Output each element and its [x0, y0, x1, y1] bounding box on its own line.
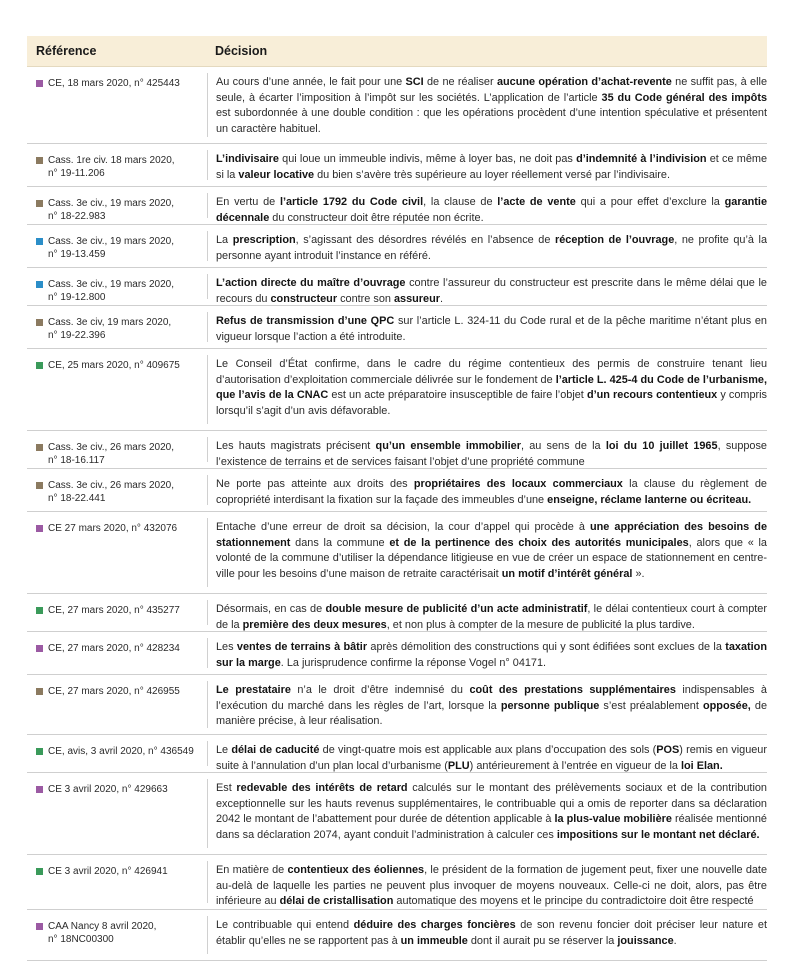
- decision-cell: La prescription, s’agissant des désordres révélés en l’absence de réception de l’ouvrage, ne profite qu’à la personne ayant introduit l’instance en référé.: [216, 234, 767, 262]
- decision-cell: Refus de transmission d’une QPC sur l’article L. 324-11 du Code rural et de la pêche maritime n’étant plus en vigueur lorsque l’action a été introduite.: [216, 315, 767, 343]
- table-row: [27, 268, 767, 306]
- reference-line: Cass. 3e civ., 26 mars 2020,: [48, 480, 174, 491]
- reference-cell: [27, 675, 207, 734]
- reference-line: n° 19-13.459: [48, 249, 106, 260]
- reference-text: [48, 154, 175, 180]
- reference-cell: [27, 735, 207, 772]
- decision-keyword: d’indemnité à l’indivision: [576, 153, 707, 165]
- reference-line: Cass. 3e civ., 19 mars 2020,: [48, 198, 174, 209]
- table-row: [27, 855, 767, 910]
- decision-cell: Le contribuable qui entend déduire des charges foncières de son revenu foncier doit préciser leur nature et établir qu’elles ne se rapportent pas à un immeuble dont il aurait pu se réserver la jouissance.: [216, 919, 767, 947]
- reference-line: CE, 27 mars 2020, n° 428234: [48, 643, 180, 654]
- decision-keyword: jouissance: [617, 934, 674, 947]
- reference-line: CAA Nancy 8 avril 2020,: [48, 921, 157, 932]
- reference-line: n° 19-11.206: [48, 168, 105, 179]
- reference-line: CE 3 avril 2020, n° 429663: [48, 784, 168, 795]
- decision-keyword: constructeur: [270, 292, 338, 305]
- decision-keyword: taxation sur la marge: [216, 641, 767, 669]
- decision-keyword: délai de caducité: [231, 744, 320, 756]
- reference-cell: [27, 187, 207, 224]
- category-square-icon: [36, 238, 43, 245]
- reference-cell: [27, 910, 207, 960]
- reference-cell: [27, 306, 207, 348]
- table-row: [27, 512, 767, 594]
- category-square-icon: [36, 444, 43, 451]
- reference-text: [48, 604, 180, 617]
- reference-cell: [27, 855, 207, 909]
- reference-text: [48, 642, 180, 655]
- reference-text: [48, 197, 174, 223]
- reference-line: n° 18-22.983: [48, 211, 106, 222]
- decision-cell: L’indivisaire qui loue un immeuble indivis, même à loyer bas, ne doit pas d’indemnité à l’indivision et ce même si la valeur locative du bien s’avère très supérieure au loyer réellement versé par l’indivisaire.: [216, 153, 767, 181]
- decision-keyword: redevable des intérêts de retard: [236, 782, 408, 794]
- reference-line: n° 18-22.441: [48, 493, 106, 504]
- reference-line: CE, avis, 3 avril 2020, n° 436549: [48, 746, 194, 757]
- category-square-icon: [36, 786, 43, 793]
- reference-line: CE, 25 mars 2020, n° 409675: [48, 360, 180, 371]
- reference-line: n° 19-12.800: [48, 292, 106, 303]
- reference-text: [48, 522, 177, 535]
- table-row: [27, 632, 767, 675]
- decision-keyword: l’acte de vente: [497, 196, 576, 208]
- decision-cell: Désormais, en cas de double mesure de publicité d’un acte administratif, le délai contentieux court à compter de la première des deux mesures, et non plus à compter de la mesure de publicité la plus tardive.: [216, 603, 767, 631]
- decision-cell: Ne porte pas atteinte aux droits des propriétaires des locaux commerciaux la clause du règlement de copropriété interdisant la fixation sur la façade des immeubles d’une enseigne, réclame lanterne ou écriteau.: [216, 478, 767, 506]
- table-row: [27, 306, 767, 349]
- category-square-icon: [36, 80, 43, 87]
- table-body: [27, 67, 767, 961]
- table-row: [27, 431, 767, 469]
- category-square-icon: [36, 200, 43, 207]
- category-square-icon: [36, 281, 43, 288]
- decision-keyword: un motif d’intérêt général: [501, 567, 633, 580]
- reference-text: [48, 235, 174, 261]
- reference-line: n° 18-16.117: [48, 455, 105, 466]
- reference-line: CE, 18 mars 2020, n° 425443: [48, 78, 180, 89]
- decision-keyword: première des deux mesures: [242, 618, 387, 631]
- reference-line: n° 19-22.396: [48, 330, 106, 341]
- decision-cell: Entache d’une erreur de droit sa décision, la cour d’appel qui procède à une appréciation des besoins de stationnement dans la commune et de la pertinence des choix des autorités municipales, alors que « la volonté de la commune d’utiliser la dépendance litigieuse en vue de créer un espace de stationnement en centre-ville pour les besoins d’une maison de retraite caractérisait un motif d’intérêt général ».: [216, 521, 767, 580]
- reference-line: CE 27 mars 2020, n° 432076: [48, 523, 178, 534]
- reference-text: [48, 745, 194, 758]
- decision-cell: L’action directe du maître d’ouvrage contre l’assureur du constructeur est prescrite dans le même délai que le recours du constructeur contre son assureur.: [216, 277, 767, 305]
- table-row: [27, 735, 767, 773]
- reference-line: CE 3 avril 2020, n° 426941: [48, 866, 168, 877]
- decision-keyword: PLU: [447, 759, 470, 772]
- decision-keyword: valeur locative: [238, 168, 315, 181]
- decision-keyword: réception de l’ouvrage: [554, 234, 675, 246]
- decision-keyword: L’indivisaire: [216, 153, 279, 165]
- reference-cell: [27, 268, 207, 305]
- decision-keyword: opposée,: [702, 699, 751, 712]
- decision-keyword: propriétaires des locaux commerciaux: [413, 478, 623, 490]
- reference-cell: [27, 144, 207, 186]
- category-square-icon: [36, 688, 43, 695]
- decision-keyword: L’action directe du maître d’ouvrage: [216, 277, 406, 289]
- reference-text: [48, 278, 174, 304]
- header-decision: Décision: [215, 44, 268, 58]
- decision-cell: Au cours d’une année, le fait pour une SCI de ne réaliser aucune opération d’achat-revente ne suffit pas, à elle seule, à écarter l’imposition à l’impôt sur les sociétés. L’application de l’article 35 du Code général des impôts est subordonnée à une double condition : que les opérations procèdent d’une intention spéculative et présentent un caractère habituel.: [216, 76, 767, 135]
- decision-keyword: loi du 10 juillet 1965: [605, 440, 718, 452]
- category-square-icon: [36, 482, 43, 489]
- decision-keyword: ventes de terrains à bâtir: [236, 641, 368, 653]
- category-square-icon: [36, 607, 43, 614]
- decision-keyword: prescription: [232, 234, 296, 246]
- decision-keyword: l’article 1792 du Code civil: [279, 196, 424, 208]
- reference-line: Cass. 3e civ., 26 mars 2020,: [48, 442, 174, 453]
- reference-cell: [27, 67, 207, 143]
- reference-text: [48, 920, 156, 946]
- decision-keyword: aucune opération d’achat-revente: [496, 76, 672, 88]
- reference-text: [48, 865, 168, 878]
- reference-line: CE, 27 mars 2020, n° 435277: [48, 605, 180, 616]
- reference-line: Cass. 1re civ. 18 mars 2020,: [48, 155, 175, 166]
- decision-cell: En matière de contentieux des éoliennes, le président de la formation de jugement peut, fixer une nouvelle date au-delà de laquelle les parties ne peuvent plus invoquer de moyens nouveaux. Celle-ci ne doit, alors, pas être inférieure au délai de cristallisation automatique des moyens et le principe du contradictoire doit être respecté: [216, 864, 767, 907]
- decision-keyword: une appréciation des besoins de stationnement: [216, 521, 767, 549]
- reference-cell: [27, 469, 207, 511]
- reference-cell: [27, 632, 207, 674]
- table-row: [27, 773, 767, 855]
- reference-line: Cass. 3e civ, 19 mars 2020,: [48, 317, 172, 328]
- category-square-icon: [36, 362, 43, 369]
- category-square-icon: [36, 748, 43, 755]
- decision-keyword: déduire des charges foncières: [353, 919, 516, 931]
- jurisprudence-table: [27, 36, 767, 961]
- table-row: [27, 675, 767, 735]
- decision-cell: Le Conseil d’État confirme, dans le cadre du régime contentieux des permis de construire tenant lieu d’autorisation d’exploitation commerciale délivrée sur le fondement de l’article L. 425-4 du Code de l’urbanisme, que l’avis de la CNAC est un acte préparatoire insusceptible de faire l’objet d’un recours contentieux y compris lorsqu’il s’agit d’un avis défavorable.: [216, 358, 767, 417]
- category-square-icon: [36, 525, 43, 532]
- decision-keyword: Le prestataire: [216, 684, 291, 696]
- decision-keyword: double mesure de publicité d’un acte administratif: [325, 603, 588, 615]
- reference-text: [48, 316, 171, 342]
- decision-keyword: loi Elan.: [680, 759, 723, 772]
- decision-cell: Les hauts magistrats précisent qu’un ensemble immobilier, au sens de la loi du 10 juillet 1965, suppose l’existence de terrains et de services faisant l’objet d’une propriété commune: [216, 440, 767, 468]
- decision-keyword: contentieux des éoliennes: [287, 864, 425, 876]
- header-reference: Référence: [36, 44, 97, 58]
- decision-keyword: POS: [656, 744, 680, 756]
- reference-line: CE, 27 mars 2020, n° 426955: [48, 686, 180, 697]
- reference-cell: [27, 431, 207, 468]
- decision-cell: Les ventes de terrains à bâtir après démolition des constructions qui y sont édifiées sont exclues de la taxation sur la marge. La jurisprudence confirme la réponse Vogel n° 04171.: [216, 641, 767, 669]
- decision-cell: En vertu de l’article 1792 du Code civil, la clause de l’acte de vente qui a pour effet d’exclure la garantie décennale du constructeur doit être réputée non écrite.: [216, 196, 767, 224]
- decision-keyword: d’un recours contentieux: [586, 389, 718, 401]
- category-square-icon: [36, 645, 43, 652]
- reference-text: [48, 77, 180, 90]
- category-square-icon: [36, 157, 43, 164]
- category-square-icon: [36, 923, 43, 930]
- table-row: [27, 349, 767, 431]
- reference-line: Cass. 3e civ., 19 mars 2020,: [48, 236, 174, 247]
- decision-keyword: 35 du Code général des impôts: [601, 91, 767, 104]
- table-row: [27, 469, 767, 512]
- table-row: [27, 187, 767, 225]
- decision-cell: Est redevable des intérêts de retard calculés sur le montant des prélèvements sociaux et de la contribution exceptionnelle sur les hauts revenus supplémentaires, le contribuable qui a omis de reporter dans sa déclaration 2042 le montant de l’abattement pour durée de détention applicable à la plus-value mobilière réalisée mentionné dans sa déclaration 2074, ayant conduit l’administration à calculer ces impositions sur le montant net déclaré.: [216, 782, 767, 841]
- table-row: [27, 67, 767, 144]
- reference-cell: [27, 594, 207, 631]
- decision-cell: Le délai de caducité de vingt-quatre mois est applicable aux plans d’occupation des sols (POS) remis en vigueur suite à l’annulation d’un plan local d’urbanisme (PLU) antérieurement à l’entrée en vigueur de la loi Elan.: [216, 744, 767, 772]
- decision-keyword: Refus de transmission d’une QPC: [216, 315, 395, 327]
- reference-cell: [27, 225, 207, 267]
- reference-line: n° 18NC00300: [48, 934, 114, 945]
- table-row: [27, 225, 767, 268]
- decision-keyword: garantie décennale: [216, 196, 767, 224]
- reference-text: [48, 359, 180, 372]
- table-header: [27, 36, 767, 67]
- decision-keyword: délai de cristallisation: [279, 895, 394, 907]
- decision-keyword: la plus-value mobilière: [554, 813, 672, 825]
- decision-keyword: qu’un ensemble immobilier: [375, 440, 521, 452]
- table-row: [27, 594, 767, 632]
- reference-text: [48, 441, 174, 467]
- decision-keyword: SCI: [405, 76, 424, 88]
- decision-keyword: et de la pertinence des choix des autorités municipales: [389, 536, 689, 549]
- reference-text: [48, 685, 180, 698]
- decision-keyword: un immeuble: [400, 934, 468, 947]
- decision-keyword: assureur: [393, 292, 440, 305]
- category-square-icon: [36, 868, 43, 875]
- reference-cell: [27, 773, 207, 854]
- decision-keyword: impositions sur le montant net déclaré.: [556, 828, 760, 841]
- table-row: [27, 910, 767, 961]
- decision-keyword: coût des prestations supplémentaires: [469, 684, 676, 696]
- decision-keyword: l’article L. 425-4 du Code de l’urbanisme, que l’avis de la CNAC: [216, 373, 767, 401]
- reference-text: [48, 479, 174, 505]
- category-square-icon: [36, 319, 43, 326]
- reference-line: Cass. 3e civ., 19 mars 2020,: [48, 279, 174, 290]
- table-row: [27, 144, 767, 187]
- reference-cell: [27, 349, 207, 430]
- decision-keyword: personne publique: [500, 699, 600, 712]
- reference-cell: [27, 512, 207, 593]
- reference-text: [48, 783, 168, 796]
- decision-keyword: enseigne, réclame lanterne ou écriteau.: [547, 493, 752, 506]
- decision-cell: Le prestataire n’a le droit d’être indemnisé du coût des prestations supplémentaires indispensables à l’exécution du marché dans les règles de l’art, lorsque la personne publique s’est préalablement opposée, de manière précise, à leur réalisation.: [216, 684, 767, 727]
